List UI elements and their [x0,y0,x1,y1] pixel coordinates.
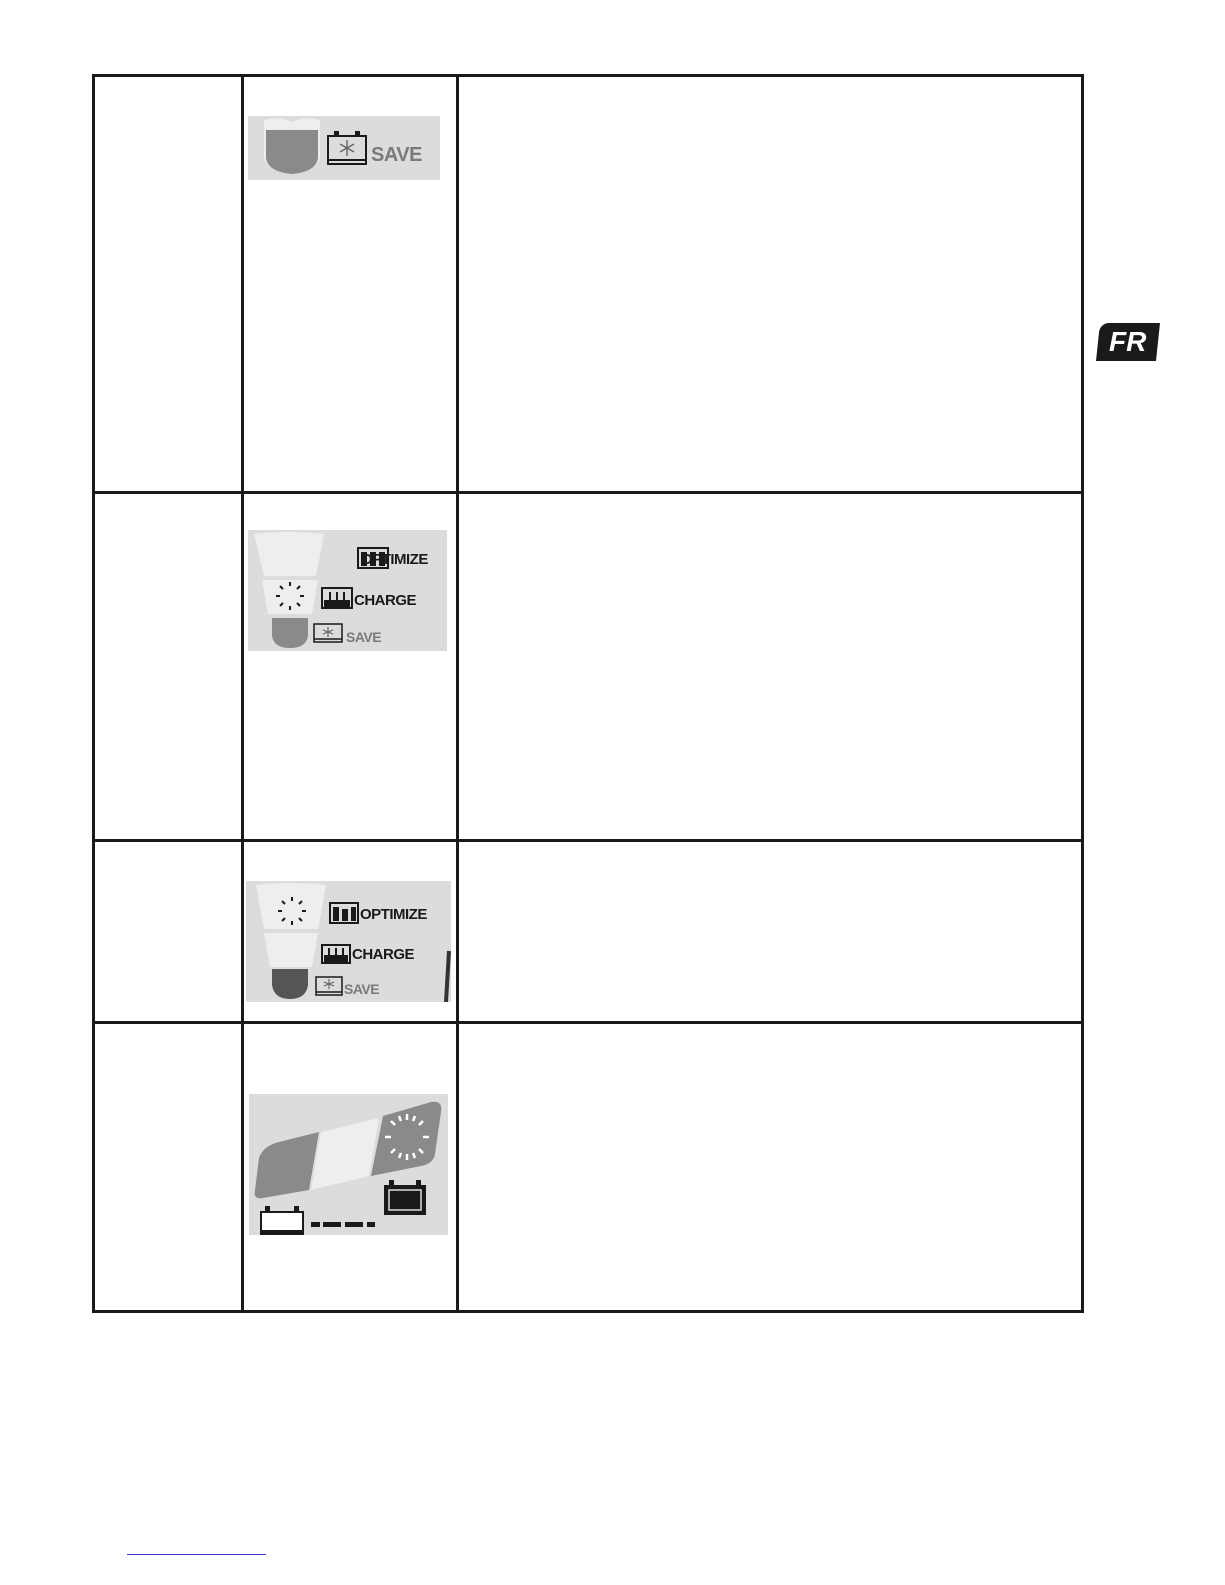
charge-arrows-icon [322,588,352,608]
save-label: SAVE [371,144,422,166]
manual-table [92,74,1084,1313]
snowflake-icon [340,140,354,156]
lcd-display-optimize [246,881,451,1002]
lcd-display-save [248,116,440,180]
snowflake-icon [324,979,334,989]
dash-indicator [311,1222,375,1227]
charge-arrows-icon [322,945,350,963]
lcd-display-battery-check [249,1094,448,1235]
optimize-bars-icon [330,903,358,923]
language-tab [1096,323,1160,361]
row-divider [95,1021,1081,1024]
charge-label: CHARGE [352,946,415,963]
row-divider [95,491,1081,494]
optimize-label: OPTIMIZE [361,551,428,568]
charge-label: CHARGE [354,592,417,609]
save-label: SAVE [344,981,380,997]
footer-rule [127,1554,266,1555]
column-divider [241,77,244,1310]
battery-icon [385,1180,425,1214]
row-divider [95,839,1081,842]
column-divider [456,77,459,1310]
save-label: SAVE [346,629,382,645]
battery-icon [261,1206,303,1235]
optimize-label: OPTIMIZE [360,906,427,923]
snowflake-icon [323,627,333,637]
lcd-display-charge [248,530,447,651]
language-tab-label: FR [1109,326,1147,357]
